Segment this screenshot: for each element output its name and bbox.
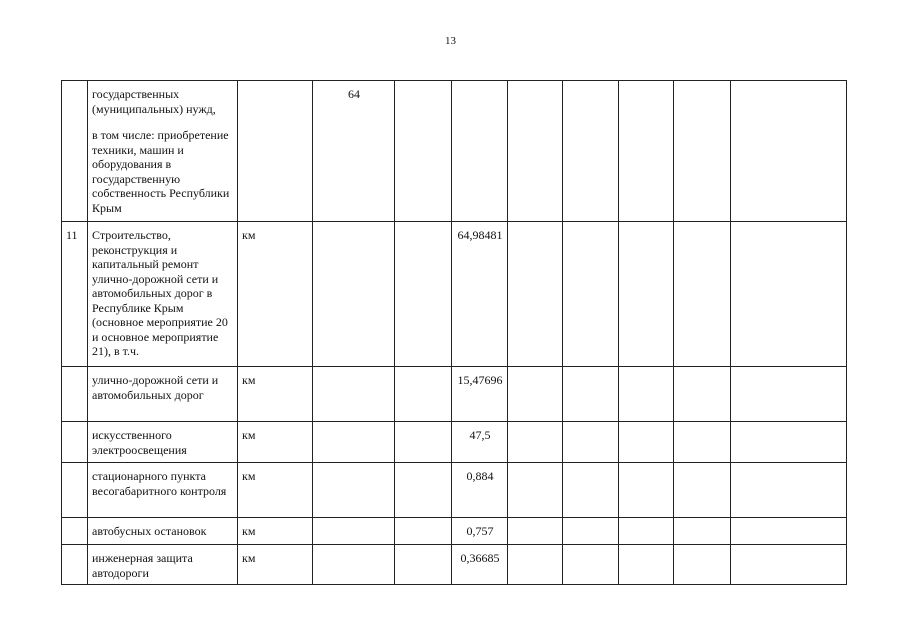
row-number — [62, 367, 88, 422]
row-number — [62, 463, 88, 518]
row-value — [452, 81, 508, 222]
row-name: улично-дорожной сети и автомобильных дорог — [88, 367, 238, 422]
empty-cell — [674, 463, 731, 518]
empty-cell — [508, 422, 563, 463]
empty-cell — [619, 222, 674, 367]
empty-cell — [508, 222, 563, 367]
empty-cell — [313, 463, 395, 518]
measures-table — [61, 80, 847, 585]
row-unit: км — [238, 222, 313, 367]
empty-cell — [674, 367, 731, 422]
empty-cell — [731, 222, 847, 367]
empty-cell — [313, 422, 395, 463]
empty-cell — [731, 545, 847, 585]
row-number — [62, 422, 88, 463]
empty-cell — [731, 463, 847, 518]
empty-cell — [395, 81, 452, 222]
empty-cell — [619, 367, 674, 422]
empty-cell — [674, 81, 731, 222]
row-name-part-2: в том числе: приобретение техники, машин и оборудования в государственную собственность Республики Крым — [92, 128, 230, 215]
empty-cell — [731, 81, 847, 222]
row-value: 0,36685 — [452, 545, 508, 585]
table-row — [62, 367, 847, 422]
empty-cell — [731, 422, 847, 463]
empty-cell — [619, 81, 674, 222]
row-value: 47,5 — [452, 422, 508, 463]
empty-cell — [508, 81, 563, 222]
row-value: 64,98481 — [452, 222, 508, 367]
row-name: автобусных остановок — [88, 518, 238, 545]
row-number — [62, 81, 88, 222]
row-value: 15,47696 — [452, 367, 508, 422]
empty-cell — [313, 367, 395, 422]
row-unit: км — [238, 463, 313, 518]
empty-cell — [563, 518, 619, 545]
row-unit: км — [238, 545, 313, 585]
row-name: искусственного электроосвещения — [88, 422, 238, 463]
empty-cell — [563, 463, 619, 518]
empty-cell — [619, 518, 674, 545]
empty-cell — [395, 422, 452, 463]
row-number: 11 — [62, 222, 88, 367]
row-number — [62, 545, 88, 585]
empty-cell — [563, 222, 619, 367]
row-unit: км — [238, 367, 313, 422]
empty-cell — [508, 367, 563, 422]
empty-cell — [313, 545, 395, 585]
row-unit — [238, 81, 313, 222]
row-name: Строительство, реконструкция и капитальный ремонт улично-дорожной сети и автомобильных дорог в Республике Крым (основное мероприятие 20 и основное мероприятие 21), в т.ч. — [88, 222, 238, 367]
empty-cell — [674, 518, 731, 545]
empty-cell — [313, 518, 395, 545]
empty-cell — [563, 367, 619, 422]
empty-cell — [731, 518, 847, 545]
row-code: 64 — [313, 81, 395, 222]
table-row — [62, 422, 847, 463]
empty-cell — [619, 463, 674, 518]
empty-cell — [619, 545, 674, 585]
empty-cell — [563, 422, 619, 463]
empty-cell — [674, 422, 731, 463]
row-unit: км — [238, 422, 313, 463]
empty-cell — [313, 222, 395, 367]
row-value: 0,757 — [452, 518, 508, 545]
empty-cell — [731, 367, 847, 422]
empty-cell — [395, 367, 452, 422]
empty-cell — [563, 545, 619, 585]
empty-cell — [508, 545, 563, 585]
empty-cell — [395, 222, 452, 367]
empty-cell — [563, 81, 619, 222]
empty-cell — [508, 463, 563, 518]
empty-cell — [395, 518, 452, 545]
empty-cell — [674, 545, 731, 585]
row-name: стационарного пункта весогабаритного контроля — [88, 463, 238, 518]
page-number: 13 — [445, 35, 456, 47]
row-number — [62, 518, 88, 545]
table-row — [62, 81, 847, 222]
row-unit: км — [238, 518, 313, 545]
empty-cell — [395, 463, 452, 518]
empty-cell — [674, 222, 731, 367]
row-name: инженерная защита автодороги — [88, 545, 238, 585]
row-name — [88, 81, 238, 222]
empty-cell — [508, 518, 563, 545]
empty-cell — [619, 422, 674, 463]
table-row — [62, 463, 847, 518]
empty-cell — [395, 545, 452, 585]
row-name-part-1: государственных (муниципальных) нужд, — [92, 87, 216, 116]
row-value: 0,884 — [452, 463, 508, 518]
table-row — [62, 518, 847, 545]
table-row — [62, 222, 847, 367]
table-row — [62, 545, 847, 585]
